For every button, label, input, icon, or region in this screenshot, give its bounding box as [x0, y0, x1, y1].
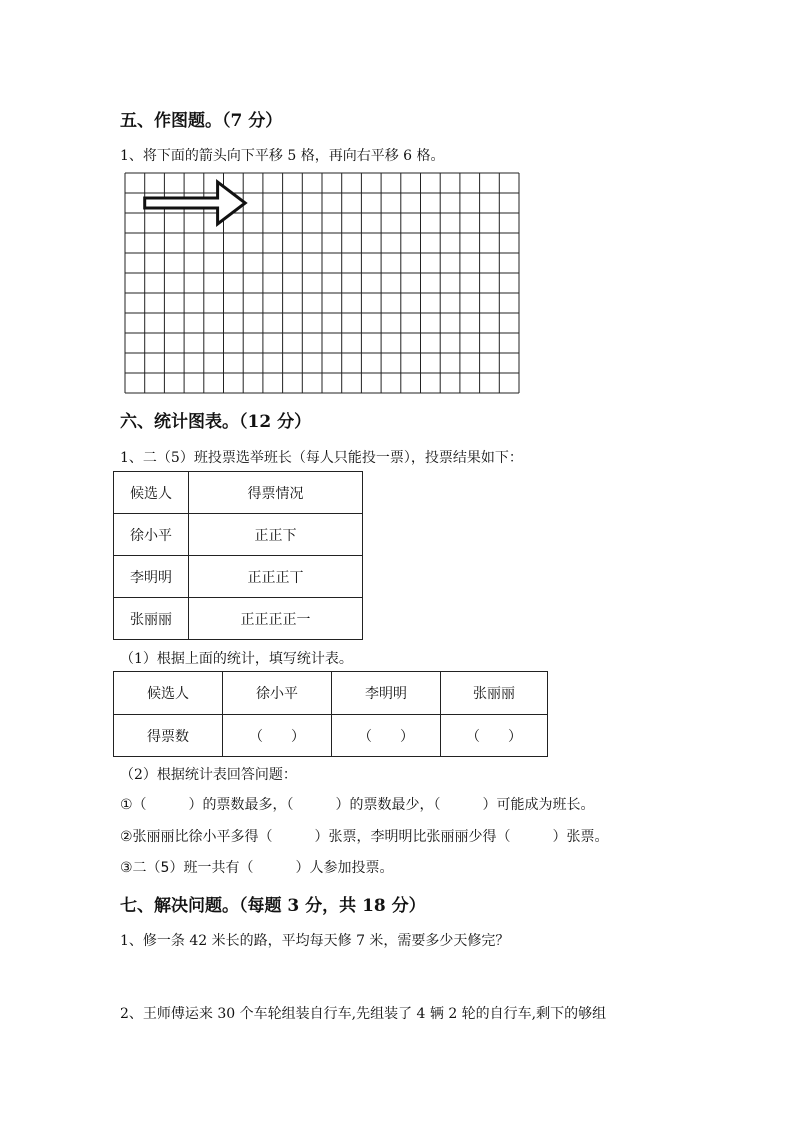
- table-row: [114, 472, 363, 514]
- section-7-title: 七、解决问题。（每题 3 分，共 18 分）: [120, 896, 426, 916]
- question-7-2: 2、王师傅运来 30 个车轮组装自行车,先组装了 4 辆 2 轮的自行车,剩下的够组: [120, 1006, 607, 1022]
- table-cell: 得票数: [114, 715, 223, 757]
- question-6-1: 1、二（5）班投票选举班长（每人只能投一票），投票结果如下：: [120, 450, 523, 466]
- table-header-cell: 候选人: [114, 472, 189, 514]
- table-header-cell: 徐小平: [223, 672, 332, 715]
- section-5-title: 五、作图题。（7 分）: [120, 111, 283, 131]
- table-cell: 李明明: [114, 556, 189, 598]
- table-cell: 正正正正一: [189, 598, 363, 640]
- table-row: [114, 598, 363, 640]
- table-cell: 张丽丽: [114, 598, 189, 640]
- table-cell: 正正正丅: [189, 556, 363, 598]
- table-row: [114, 672, 548, 715]
- section-6-title: 六、统计图表。（12 分）: [120, 412, 312, 432]
- table-cell: 正正下: [189, 514, 363, 556]
- question-5-1: 1、将下面的箭头向下平移 5 格，再向右平移 6 格。: [120, 148, 445, 164]
- table-row: [114, 715, 548, 757]
- answer-line-1: ①（ ）的票数最多，（ ）的票数最少，（ ）可能成为班长。: [120, 797, 595, 813]
- answer-line-3: ③二（5）班一共有（ ）人参加投票。: [120, 860, 394, 876]
- vote-count-table: [113, 671, 548, 757]
- table-header-cell: 李明明: [332, 672, 441, 715]
- answer-line-2: ②张丽丽比徐小平多得（ ）张票，李明明比张丽丽少得（ ）张票。: [120, 829, 609, 845]
- table-row: [114, 514, 363, 556]
- table-header-cell: 张丽丽: [441, 672, 548, 715]
- table-cell: 徐小平: [114, 514, 189, 556]
- table-header-cell: 候选人: [114, 672, 223, 715]
- question-7-1: 1、修一条 42 米长的路，平均每天修 7 米，需要多少天修完？: [120, 933, 510, 949]
- answer-blank[interactable]: （ ）: [441, 715, 548, 757]
- table-row: [114, 556, 363, 598]
- answer-blank[interactable]: （ ）: [223, 715, 332, 757]
- vote-tally-table: [113, 471, 363, 640]
- table-header-cell: 得票情况: [189, 472, 363, 514]
- sub-question-2: （2）根据统计表回答问题：: [120, 767, 297, 783]
- grid-paper: [124, 172, 520, 394]
- sub-question-1: （1）根据上面的统计，填写统计表。: [120, 651, 353, 667]
- answer-blank[interactable]: （ ）: [332, 715, 441, 757]
- arrow-shape: [145, 182, 246, 224]
